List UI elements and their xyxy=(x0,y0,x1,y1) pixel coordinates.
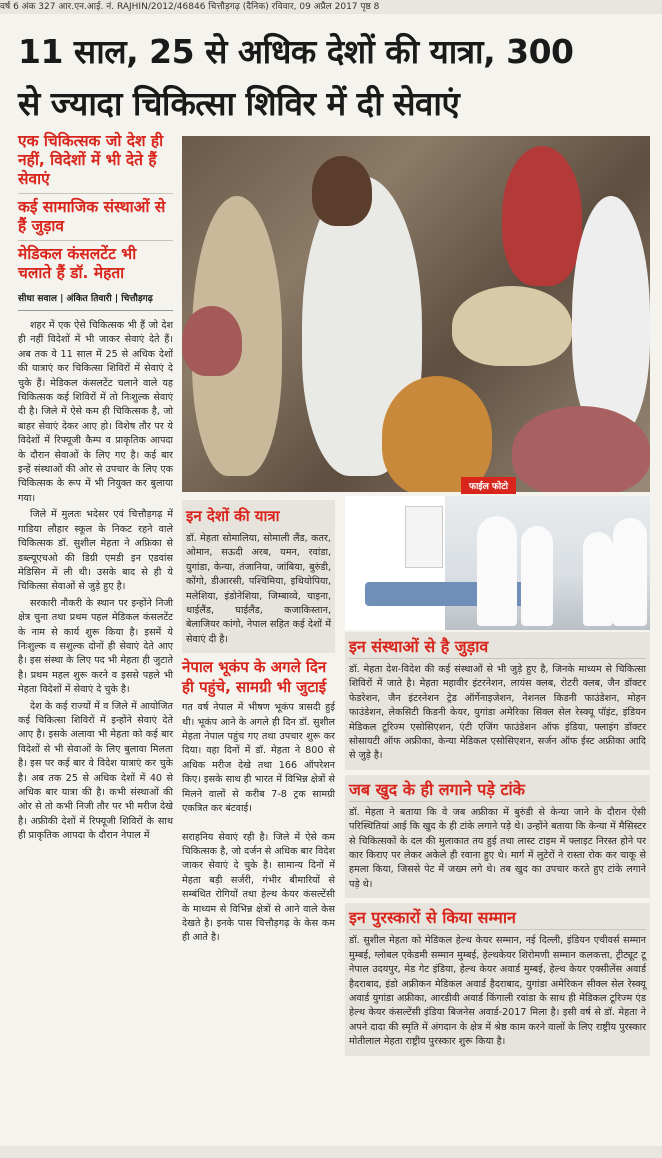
countries-box xyxy=(182,500,335,653)
page-headline xyxy=(18,26,648,130)
headline-line-2: से ज्यादा चिकित्सा शिविर में दी सेवाएं xyxy=(18,84,460,123)
middle-column xyxy=(182,500,335,946)
right-column xyxy=(345,632,650,1061)
body-paragraph: देश के कई राज्यों में व जिले में आयोजित कई चिकित्सा शिविरों में इन्होंने सेवाएं देते आए है। इसके अलावा भी मेहता को कई बार विदेशों से भी सेवाओं के लिए बुलावा मिलता है। इस पर कई बार वे विदेश यात्राएं कर चुके है। अब तक 25 से अधिक देशों में 40 से अधिक बार यात्रा की है। कभी संस्थाओं की ओर से तो कभी निजी तौर पर भी मरीज देखे है। अफ्रीकी देशों में रिफ्यूजी शिविरों के साथ ही प्राकृतिक आपदा के दौरान नेपाल में xyxy=(18,700,173,842)
body-paragraph: जिले में मुलतः भदेसर एवं चित्तौड़गढ़ में गाडिया लौहार स्कूल के निकट रहने वाले चिकित्सक डॉ. सुशील मेहता ने अफ्रिका से डब्ल्यूएचओ की डिग्री एमडी इन एडवांस मेडिसिन में ली थी। उसके बाद से ही ये चिकित्सा सेवाओं से जुड़े हुए है। xyxy=(18,509,173,593)
nepal-deck: नेपाल भूकंप के अगले दिन ही पहुंचे, सामग्री भी जुटाई xyxy=(182,658,327,697)
nepal-text-continued: सराहनिय सेवाएं रही है। जिले में ऐसे कम चिकित्सक है, जो दर्जन से अधिक बार विदेश जाकर सेवाएं दे चुके है। सामान्य दिनों में मेहता बड़ी सर्जरी, गंभीर बीमारियों से सम्बंधित रोगियों तथा हेल्थ केयर कंसल्टेंसी के माध्यम से विभिन्न क्षेत्रों से आने वाले केस देखते है। इनके पास चित्तौड़गढ़ के केस कम ही आते है। xyxy=(182,831,335,944)
nepal-text: गत वर्ष नेपाल में भीषण भूकंप त्रासदी हुई थी। भूकंप आने के अगले ही दिन डॉ. सुशील मेहता नेपाल पहुंच गए तथा उपचार शुरू कर दिया। वहा दिनों में डॉ. मेहता ने 800 से अधिक मरीज देखे तथा 166 ऑपरेशन किए। इसके साथ ही भारत में विभिन्न क्षेत्रों से मिलने वालों से करीब 7-8 ट्रक सामग्री एकत्रित कर बंटवाई। xyxy=(182,702,335,815)
photo-caption: फाईल फोटो xyxy=(461,477,516,494)
institutions-title: इन संस्थाओं से है जुड़ाव xyxy=(349,636,646,659)
stitches-text: डॉ. मेहता ने बताया कि वे जब अफ्रीका में बुरुंडी से केन्या जाने के दौरान ऐसी परिस्थितियां आई कि खुद के ही टांके लगाने पड़े थे। उन्होंने बताया कि केन्या में मैसिस्टर से चिकित्सकों के दल की मुलाकात तय हुई तथा लास्ट टाइम में फ्लाइट निरस्त होने पर कार किराए पर लेकर अकेले ही रवाना हुए थे। मार्ग में लुटेरों ने रास्ता रोक कर चाकू से हमला किया, जिससे पेट में जख्म लगे थे। तब खुद का उपचार करते हुए टांके लगाने पड़े थे। xyxy=(349,806,646,890)
bottom-strip xyxy=(0,1146,662,1158)
article-body-left xyxy=(18,319,173,844)
awards-text: डॉ. सुशील मेहता को मेडिकल हेल्थ केयर सम्मान, नई दिल्ली, इंडियन एचीवर्स सम्मान मुम्बई, ग्लोबल एकेडमी सम्मान मुम्बई, हेल्थकेयर शिरोमणी सम्मान कलकत्ता, ट्रीट्यूट टू नेपाल उदयपुर, मेड गेट इंडिया, हेल्थ केयर अवार्ड मुम्बई, हेल्थ केयर एक्सीलेंस अवार्ड हैदराबाद, इंडो अफ्रीकन मेडिकल अवार्ड हैदराबाद, युगांडा अमेरिकन सीक्ल सेल रेस्क्यू अवार्ड युगांडा अफ्रीका, आरडीवी अवार्ड किंगाली रवांडा के साथ ही मेडिकल टूरिज्म एंड हेल्थ केयर कंसल्टेंसी इंडिया बिजनेस अवार्ड-2017 मिला है। इसी वर्ष से डॉ. मेहता ने अपने दादा की स्मृति में अंगदान के क्षेत्र में श्रेष्ठ काम करने वालों के लिए राष्ट्रीय पुरस्कार मोतीलाल मेहता राष्ट्रीय पुरस्कार शुरू किया है। xyxy=(349,935,646,1048)
deck-2: कई सामाजिक संस्थाओं से हैं जुड़ाव xyxy=(18,198,173,241)
countries-title: इन देशों की यात्रा xyxy=(186,507,280,525)
stitches-box xyxy=(345,775,650,898)
body-paragraph: शहर में एक ऐसे चिकित्सक भी हैं जो देश ही नहीं विदेशों में भी जाकर सेवाएं देते हैं। अब तक वे 11 साल में 25 से अधिक देशों की यात्राएं कर चिकित्सा शिविरों में सेवाएं दे चुके हैं। मेडिकल कंसलटेंट चलाने वाले यह चिकित्सक कई शिविरों में तो निःशुल्क सेवाएं दी है। जिले में ऐसे कम ही चिकित्सक है, जो बाहर सेवाएं देकर आए हो। विशेष तौर पर ये विदेशों में रिफ्यूजी कैम्प व प्राकृतिक आपदा के दौरान सेवाओं के लिए गए है। कई बार इन्हें संस्थाओं की ओर से उपचार के लिए एक चिकित्सक के रूप में भी नियुक्त कर बुलाया गया। xyxy=(18,320,173,504)
deck-3: मेडिकल कंसलटेंट भी चलाते हैं डॉ. मेहता xyxy=(18,245,137,282)
clinic-photo xyxy=(345,496,650,630)
left-column xyxy=(18,132,173,846)
countries-text: डॉ. मेहता सोमालिया, सोमाली लैंड, कतर, ओमान, सऊदी अरब, यमन, रवांडा, युगांडा, केन्या, तंजानिया, जांबिया, बुरुंडी, कोंगो, डीआरसी, पश्चिमिया, इथियोपिया, मलेशिया, इंडोनेशिया, जिम्बाव्वे, चाइना, थाईलैंड, घाईलैंड, कजाकिस्तान, बेलाजियर कांगो, नेपाल सहित कई देशों में सेवाएं दी है। xyxy=(186,533,331,645)
masthead-strip: वर्ष 6 अंक 327 आर.एन.आई. नं. RAJHIN/2012/46846 चित्तौड़गढ़ (दैनिक) रविवार, 09 अप्रैल 2017 पृष्ठ 8 xyxy=(0,0,662,14)
institutions-box xyxy=(345,632,650,770)
camp-photo xyxy=(182,136,650,492)
byline: सीधा सवाल | अंकित तिवारी | चित्तौड़गढ़ xyxy=(18,291,173,311)
awards-title: इन पुरस्कारों से किया सम्मान xyxy=(349,907,646,930)
stitches-title: जब खुद के ही लगाने पड़े टांके xyxy=(349,779,646,802)
institutions-text: डॉ. मेहता देश-विदेश की कई संस्थाओं से भी जुड़े हुए है, जिनके माध्यम से चिकित्सा शिविरों में जाते है। मेहता महावीर इंटरनेशन, लायंस क्लब, रोटरी क्लब, जैन डॉक्टर फेडरेशन, जैन इंटरनेशन ट्रेड ऑर्गेनाइजेशन, नेशनल किडनी फाउंडेशन, मोहन फाउंडेशन, लेकसिटी किडनी केयर, युगांडा अमेरिका सिक्ल सेल रेस्क्यू पॉइंट, इंडियन मेडिकल टूरिज्म एसोसिएशन, एंटी एजिंग फाउंडेशन ऑफ इंडिया, फ्लाइंग डॉक्टर सोसायटी ऑफ अफ्रीका, केन्या मेडिकल एसोसिएशन, सर्जन ऑफ ईस्ट अफ्रीका आदि से जुड़े है। xyxy=(349,664,646,762)
body-paragraph: सरकारी नौकरी के स्थान पर इन्होंने निजी क्षेत्र चुना तथा प्रथम पहल मेडिकल कंसलटेंट के नाम से कार्य शुरू किया है। इसमें ये निःशुल्क व सशुल्क दोनों ही सेवाएं देते आए है। इस संस्था के लिए पद भी मेहता ही जुटाते है। प्रथम महल शुरू करने व इससे पहले भी मेहता विदेशों में सेवाएं दे चुके है। xyxy=(18,597,173,696)
headline-line-1: 11 साल, 25 से अधिक देशों की यात्रा, 300 xyxy=(18,32,574,71)
awards-box xyxy=(345,903,650,1055)
deck-1: एक चिकित्सक जो देश ही नहीं, विदेशों में भी देते हैं सेवाएं xyxy=(18,132,173,194)
